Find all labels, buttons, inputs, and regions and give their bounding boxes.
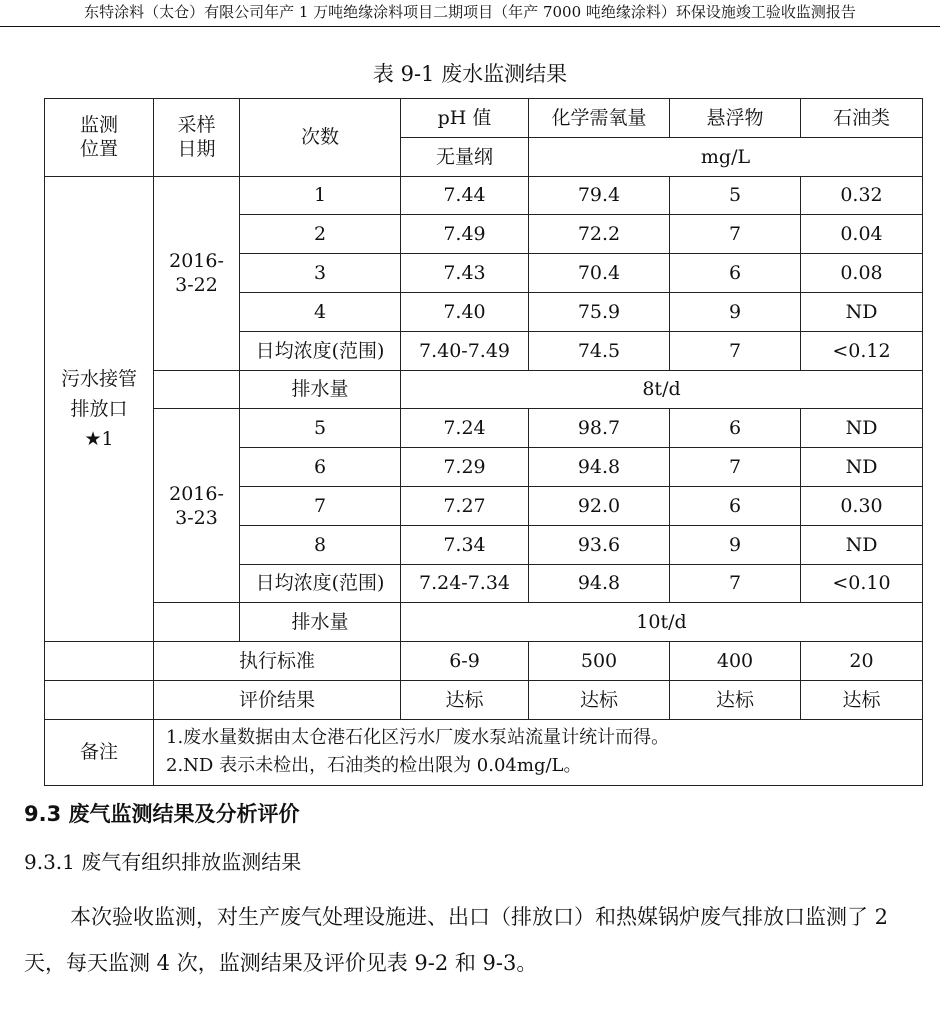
times-cell: 2 <box>240 215 401 254</box>
ph-cell: 7.44 <box>401 176 529 215</box>
times-cell: 3 <box>240 254 401 293</box>
oil-cell: 达标 <box>801 680 923 719</box>
ss-cell: 6 <box>670 486 801 525</box>
times-cell: 6 <box>240 448 401 487</box>
ss-cell: 9 <box>670 525 801 564</box>
evaluation-spacer <box>45 680 154 719</box>
ph-cell: 7.34 <box>401 525 529 564</box>
subsection-title: 9.3.1 废气有组织排放监测结果 <box>24 850 302 874</box>
avg-label: 日均浓度(范围) <box>240 564 401 603</box>
body-paragraph: 本次验收监测，对生产废气处理设施进、出口（排放口）和热媒锅炉废气排放口监测了 2 天，每天监测 4 次，监测结果及评价见表 9-2 和 9-3。 <box>24 905 889 975</box>
ph-cell: 7.40-7.49 <box>401 331 529 370</box>
discharge-value: 8t/d <box>401 370 923 409</box>
oil-cell: 0.04 <box>801 215 923 254</box>
page-header: 东特涂料（太仓）有限公司年产 1 万吨绝缘涂料项目二期项目（年产 7000 吨绝缘涂料）环保设施竣工验收监测报告 <box>0 0 940 27</box>
section-title: 9.3 废气监测结果及分析评价 <box>24 802 300 826</box>
ss-cell: 7 <box>670 448 801 487</box>
ss-cell: 9 <box>670 292 801 331</box>
times-cell: 5 <box>240 409 401 448</box>
discharge-row <box>45 603 923 642</box>
header-ph: pH 值 <box>401 99 529 138</box>
cod-cell: 70.4 <box>529 254 670 293</box>
oil-cell: ND <box>801 409 923 448</box>
header-times: 次数 <box>240 99 401 177</box>
ph-cell: 6-9 <box>401 642 529 681</box>
oil-cell: ND <box>801 292 923 331</box>
cod-cell: 93.6 <box>529 525 670 564</box>
discharge-value: 10t/d <box>401 603 923 642</box>
ss-cell: 达标 <box>670 680 801 719</box>
discharge-row <box>45 370 923 409</box>
ph-cell: 7.29 <box>401 448 529 487</box>
header-oil: 石油类 <box>801 99 923 138</box>
evaluation-row <box>45 680 923 719</box>
discharge-spacer <box>154 603 240 642</box>
ph-cell: 7.24 <box>401 409 529 448</box>
cod-cell: 72.2 <box>529 215 670 254</box>
oil-cell: <0.10 <box>801 564 923 603</box>
oil-cell: <0.12 <box>801 331 923 370</box>
ss-cell: 7 <box>670 564 801 603</box>
ph-cell: 7.49 <box>401 215 529 254</box>
standard-label: 执行标准 <box>154 642 401 681</box>
cod-cell: 98.7 <box>529 409 670 448</box>
standard-row <box>45 642 923 681</box>
cod-cell: 94.8 <box>529 448 670 487</box>
cod-cell: 79.4 <box>529 176 670 215</box>
cod-cell: 74.5 <box>529 331 670 370</box>
oil-cell: 0.30 <box>801 486 923 525</box>
ph-cell: 7.43 <box>401 254 529 293</box>
location-cell: 污水接管 排放口 ★1 <box>45 176 154 642</box>
ph-cell: 7.24-7.34 <box>401 564 529 603</box>
table-row <box>45 176 923 215</box>
discharge-label: 排水量 <box>240 370 401 409</box>
ph-cell: 7.27 <box>401 486 529 525</box>
oil-cell: 20 <box>801 642 923 681</box>
table-row <box>45 409 923 448</box>
header-location: 监测 位置 <box>45 99 154 177</box>
date-cell: 2016- 3-22 <box>154 176 240 370</box>
discharge-spacer <box>154 370 240 409</box>
unit-ph: 无量纲 <box>401 137 529 176</box>
ss-cell: 5 <box>670 176 801 215</box>
cod-cell: 94.8 <box>529 564 670 603</box>
header-ss: 悬浮物 <box>670 99 801 138</box>
times-cell: 1 <box>240 176 401 215</box>
avg-label: 日均浓度(范围) <box>240 331 401 370</box>
note-content <box>154 719 923 785</box>
discharge-label: 排水量 <box>240 603 401 642</box>
ss-cell: 6 <box>670 254 801 293</box>
ph-cell: 7.40 <box>401 292 529 331</box>
cod-cell: 92.0 <box>529 486 670 525</box>
ss-cell: 7 <box>670 331 801 370</box>
note-row <box>45 719 923 785</box>
ph-cell: 达标 <box>401 680 529 719</box>
wastewater-results-table <box>44 98 923 786</box>
cod-cell: 75.9 <box>529 292 670 331</box>
oil-cell: 0.32 <box>801 176 923 215</box>
oil-cell: ND <box>801 448 923 487</box>
oil-cell: 0.08 <box>801 254 923 293</box>
ss-cell: 6 <box>670 409 801 448</box>
note-label: 备注 <box>45 719 154 785</box>
times-cell: 8 <box>240 525 401 564</box>
standard-spacer <box>45 642 154 681</box>
cod-cell: 达标 <box>529 680 670 719</box>
header-cod: 化学需氧量 <box>529 99 670 138</box>
table-caption: 表 9-1 废水监测结果 <box>372 62 568 86</box>
header-date: 采样 日期 <box>154 99 240 177</box>
evaluation-label: 评价结果 <box>154 680 401 719</box>
header-row <box>45 99 923 138</box>
ss-cell: 400 <box>670 642 801 681</box>
cod-cell: 500 <box>529 642 670 681</box>
ss-cell: 7 <box>670 215 801 254</box>
note-line-2: 2.ND 表示未检出，石油类的检出限为 0.04mg/L。 <box>166 755 582 777</box>
date-cell: 2016- 3-23 <box>154 409 240 603</box>
times-cell: 4 <box>240 292 401 331</box>
note-line-1: 1.废水量数据由太仓港石化区污水厂废水泵站流量计统计而得。 <box>166 727 670 749</box>
unit-other: mg/L <box>529 137 923 176</box>
times-cell: 7 <box>240 486 401 525</box>
oil-cell: ND <box>801 525 923 564</box>
